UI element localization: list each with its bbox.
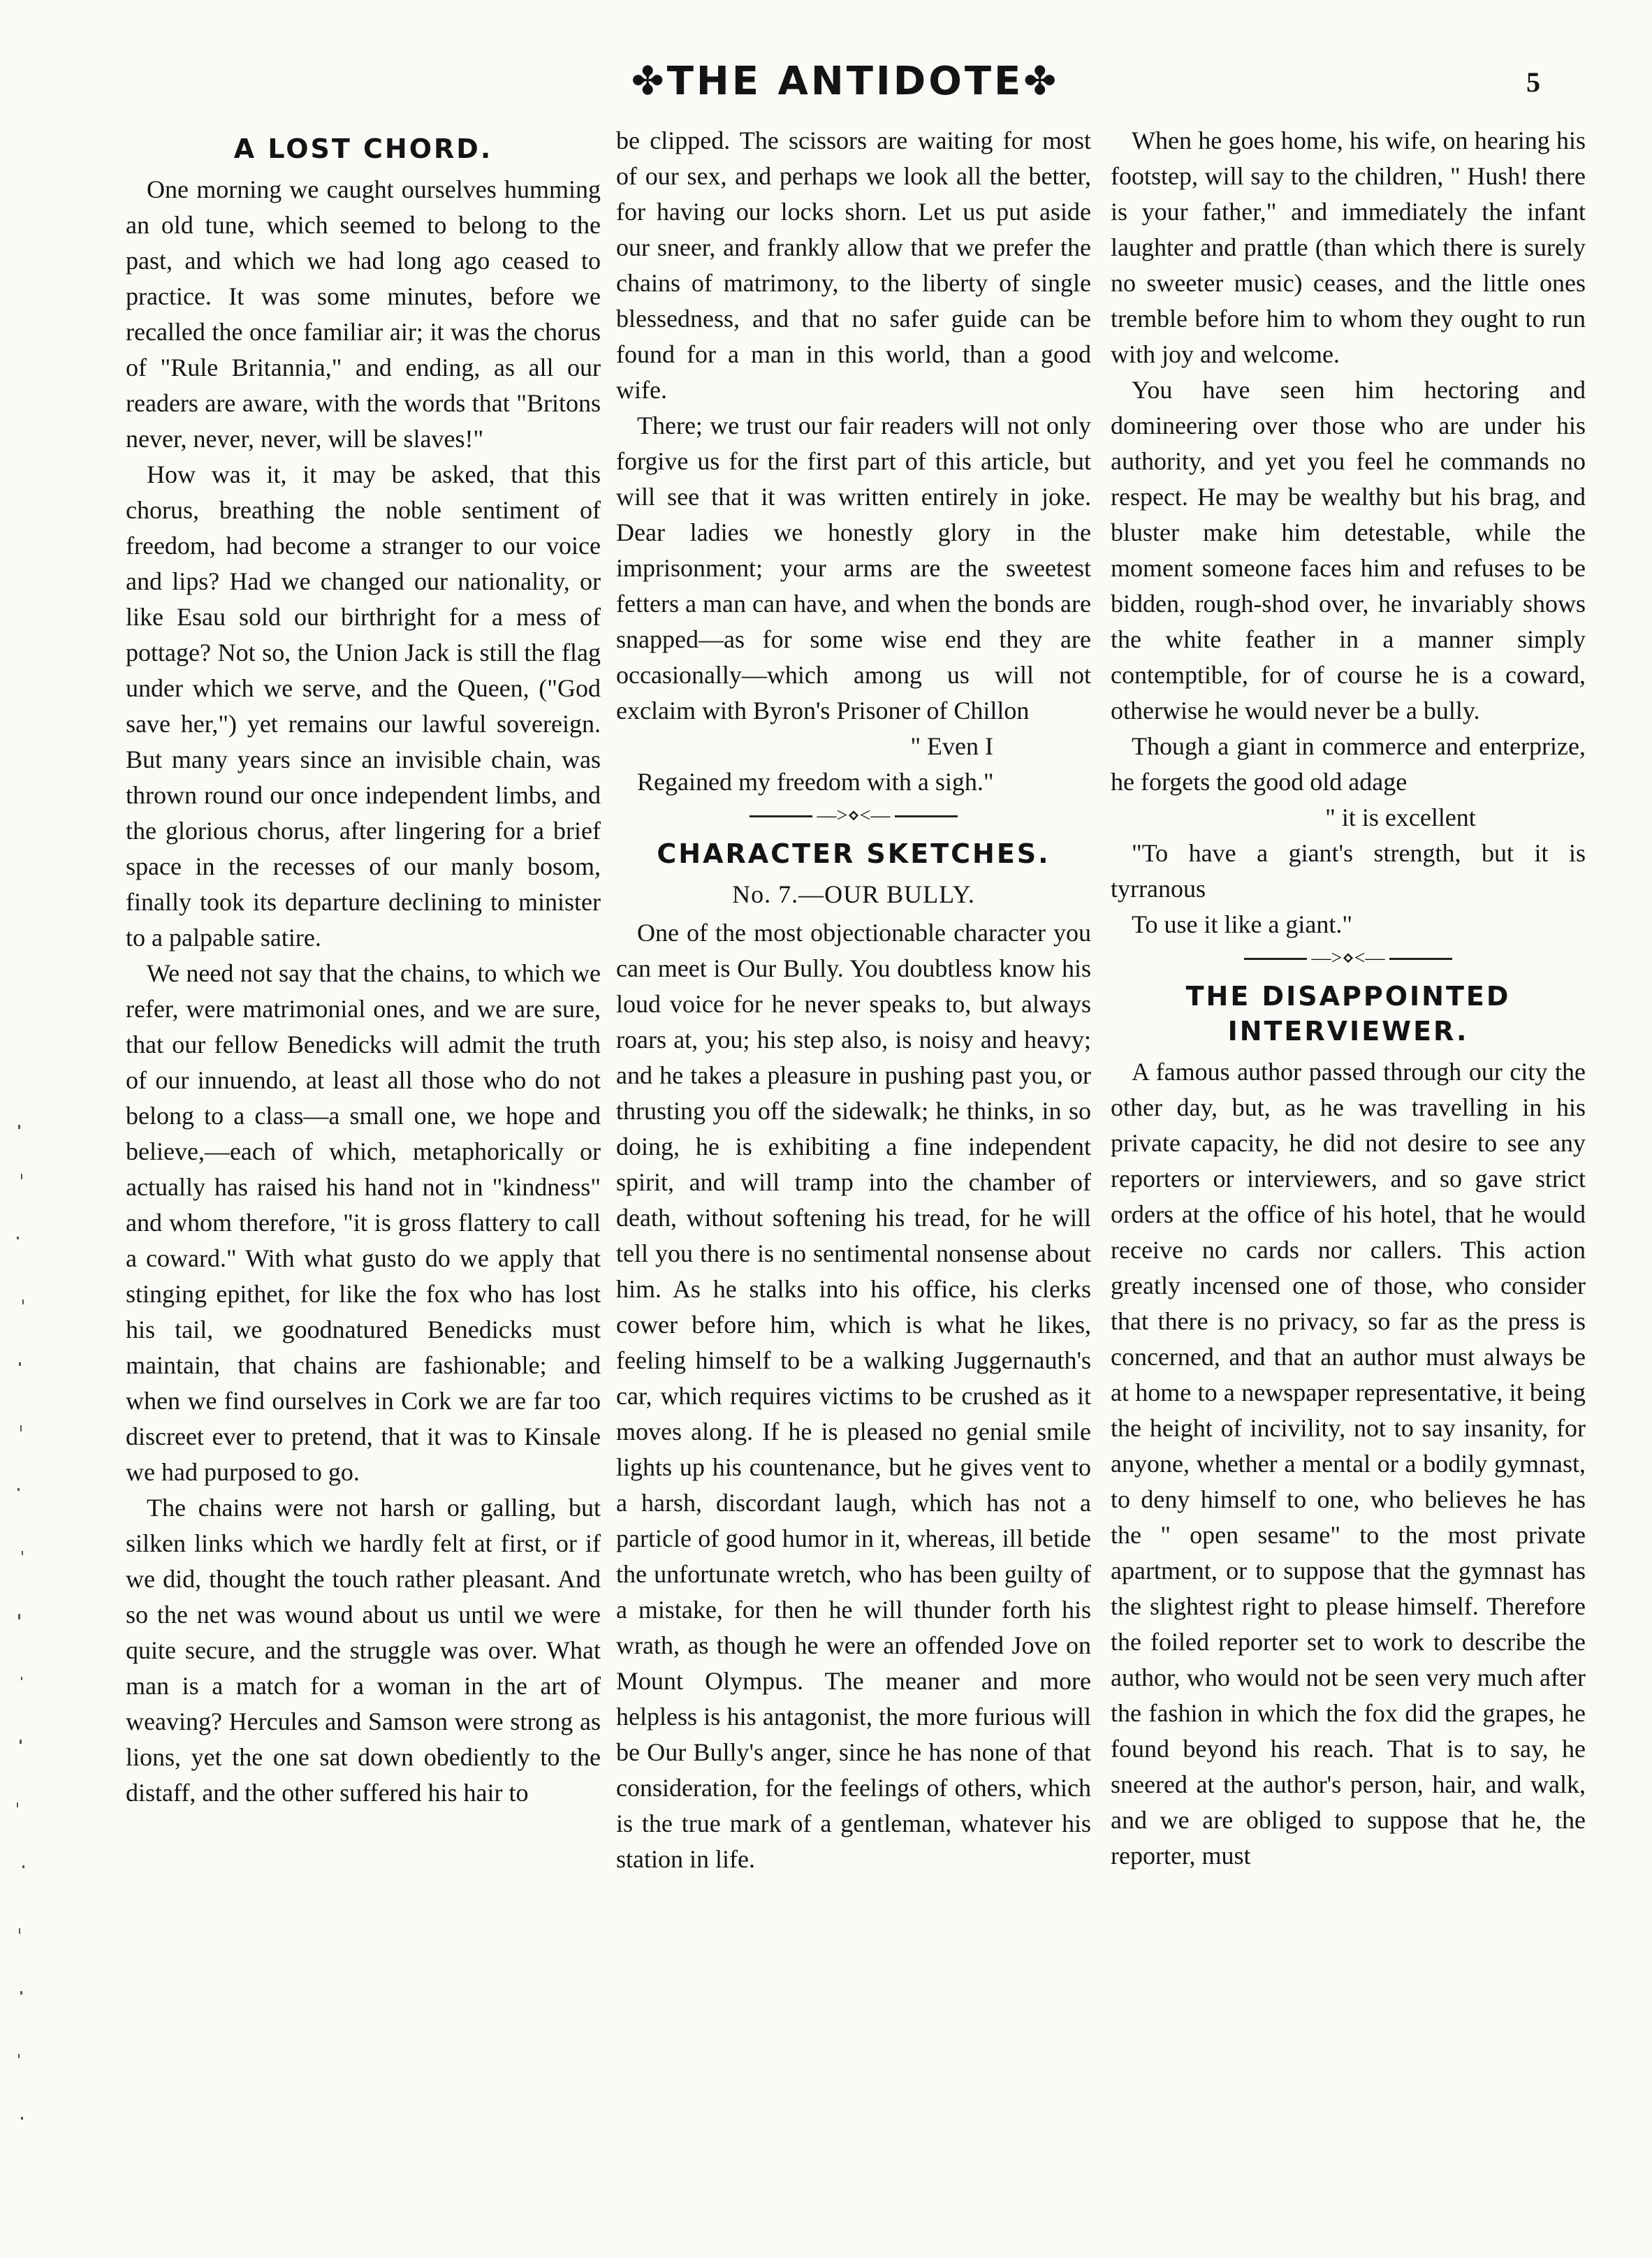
article-paragraph: One morning we caught ourselves humming an old tune, which seemed to belong to the past, and which we had long ago ceased to practice. It was some minutes, before we recalled the once familiar air; it was the chorus of "Rule Britannia," and ending, as all our readers are aware, with the words that "Britons never, never, never, will be slaves!" <box>126 175 601 453</box>
article-paragraph: Though a giant in commerce and enterprize, he forgets the good old adage <box>1111 732 1586 796</box>
column-2 <box>616 123 1091 1877</box>
verse-line: "To have a giant's strength, but it is tyrranous <box>1111 839 1586 903</box>
article-subheading: No. 7.—OUR BULLY. <box>732 880 975 908</box>
column-3 <box>1111 123 1586 1874</box>
newspaper-title: ✤THE ANTIDOTE✤ <box>631 59 1060 104</box>
divider-line <box>895 815 958 817</box>
divider-line <box>1244 958 1307 960</box>
article-paragraph: A famous author passed through our city the other day, but, as he was travelling in his private capacity, he did not desire to see any reporters or interviewers, and so gave strict orders at the office of his hotel, that he would receive no cards nor callers. This action greatly incensed one of those, who consider that there is no privacy, so far as the press is concerned, and that an author must always be at home to a newspaper representative, it being the height of incivility, not to say insanity, for anyone, whether a mental or a bodily gymnast, to deny himself to one, who believes he has the " open sesame" to the most private apartment, or to suppose that the gymnast has the slightest right to please himself. Therefore the foiled reporter set to work to describe the author, who would not be seen very much after the fashion in which the fox did the grapes, he found beyond his reach. That is to say, he sneered at the author's person, hair, and walk, and we are obliged to suppose that he, the reporter, must <box>1111 1058 1586 1870</box>
verse-line: " Even I <box>910 732 993 760</box>
divider-line <box>750 815 812 817</box>
article-paragraph: How was it, it may be asked, that this chorus, breathing the noble sentiment of freedom, had become a stranger to our voice and lips? Had we changed our nationality, or like Esau sold our birthright for a mess of pottage? Not so, the Union Jack is still the flag under which we serve, and the Queen, ("God save her,") yet remains our lawful sovereign. But many years since an invisible chain, was thrown round our once independent limbs, and the glorious chorus, after lingering for a brief space in the recesses of our manly bosom, finally took its departure declining to minister to a palpable satire. <box>126 460 601 952</box>
section-divider <box>616 804 1091 828</box>
article-heading-character-sketches: CHARACTER SKETCHES. <box>657 838 1051 869</box>
page-number: 5 <box>1526 66 1540 98</box>
article-heading-lost-chord: A LOST CHORD. <box>233 133 493 164</box>
divider-ornament: —>⋄<— <box>817 805 891 826</box>
margin-speckle-decoration <box>6 1118 34 2166</box>
article-paragraph: We need not say that the chains, to which we refer, were matrimonial ones, and we are sure, that our fellow Benedicks will admit the truth of our innuendo, at least all those who do not belong to a class—a small one, we hope and believe,—each of which, metaphorically or actually has raised his hand not in "kindness" and whom therefore, "it is gross flattery to call a coward." With what gusto do we apply that stinging epithet, for like the fox who has lost his tail, we goodnatured Benedicks must maintain, that chains are fashionable; and when we find ourselves in Cork we are far too discreet ever to pretend, that it was to Kinsale we had purposed to go. <box>126 959 601 1486</box>
verse-line: " it is excellent <box>1325 803 1476 831</box>
article-paragraph: When he goes home, his wife, on hearing his footstep, will say to the children, " Hush! there is your father," and immediately the infant laughter and prattle (than which there is surely no sweeter music) ceases, and the little ones tremble before him to whom they ought to run with joy and welcome. <box>1111 126 1586 368</box>
divider-line <box>1389 958 1452 960</box>
article-paragraph: be clipped. The scissors are waiting for most of our sex, and perhaps we look all the better, for having our locks shorn. Let us put aside our sneer, and frankly allow that we prefer the chains of matrimony, to the liberty of single blessedness, and that no safer guide can be found for a man in this world, than a good wife. <box>616 126 1091 404</box>
verse-line: To use it like a giant." <box>1132 910 1353 938</box>
verse-line: Regained my freedom with a sigh." <box>637 768 994 796</box>
article-paragraph: There; we trust our fair readers will not only forgive us for the first part of this article, but will see that it was written entirely in joke. Dear ladies we honestly glory in the imprisonment; your arms are the sweetest fetters a man can have, and when the bonds are snapped—as for some wise end they are occasionally—which among us will not exclaim with Byron's Prisoner of Chillon <box>616 411 1091 724</box>
section-divider <box>1111 947 1586 970</box>
masthead <box>0 59 1652 115</box>
column-1 <box>126 123 601 1811</box>
article-paragraph: One of the most objectionable character you can meet is Our Bully. You doubtless know his loud voice for he never speaks to, but always roars at, you; his step also, is noisy and heavy; and he takes a pleasure in pushing past you, or thrusting you off the sidewalk; he thinks, in so doing, he is exhibiting a fine independent spirit, and will tramp into the chamber of death, without softening his tread, for he will tell you there is no sentimental nonsense about him. As he stalks into his office, his clerks cower before him, which is what he likes, feeling himself to be a walking Juggernauth's car, which requires victims to be crushed as it moves along. If he is pleased no genial smile lights up his countenance, but he gives vent to a harsh, discordant laugh, which has not a particle of good humor in it, whereas, ill betide the unfortunate wretch, who has been guilty of a mistake, for then he will thunder forth his wrath, as though he were an offended Jove on Mount Olympus. The meaner and more helpless is his antagonist, the more furious will be Our Bully's anger, since he has none of that consideration, for the feelings of others, which is the true mark of a gentleman, whatever his station in life. <box>616 919 1091 1873</box>
divider-ornament: —>⋄<— <box>1311 947 1385 969</box>
article-paragraph: You have seen him hectoring and domineering over those who are under his authority, and yet you feel he commands no respect. He may be wealthy but his brag, and bluster make him detestable, while the moment someone faces him and refuses to be bidden, rough-shod over, he invariably shows the white feather in a manner simply contemptible, for of course he is a coward, otherwise he would never be a bully. <box>1111 376 1586 724</box>
article-heading-disappointed-interviewer: THE DISAPPOINTED INTERVIEWER. <box>1185 981 1511 1047</box>
article-paragraph: The chains were not harsh or galling, but silken links which we hardly felt at first, or if we did, thought the touch rather pleasant. And so the net was wound about us until we were quite secure, and the struggle was over. What man is a match for a woman in the art of weaving? Hercules and Samson were strong as lions, yet the one sat down obediently to the distaff, and the other suffered his hair to <box>126 1494 601 1807</box>
